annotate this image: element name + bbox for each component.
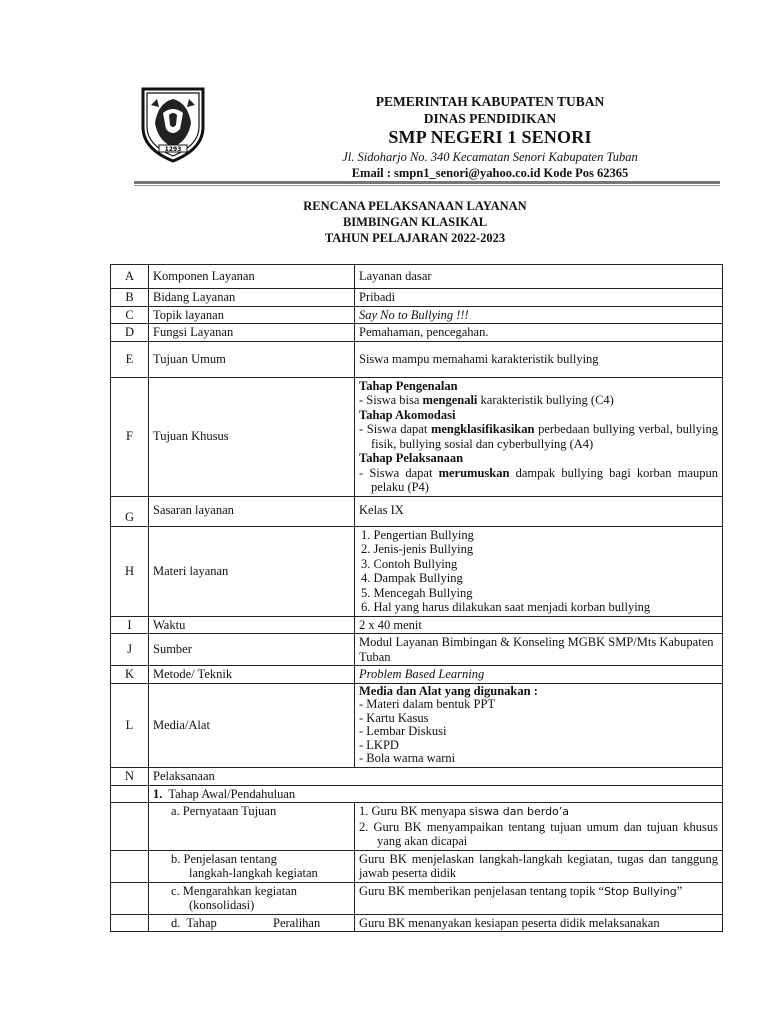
objective-item: - Siswa bisa mengenali karakteristik bullying (C4) [359, 393, 614, 407]
empty-cell [111, 803, 149, 851]
table-row [111, 768, 723, 786]
tuban-crest-logo [133, 83, 213, 163]
table-row [111, 496, 723, 526]
row-label: Metode/ Teknik [149, 666, 355, 684]
row-value: Siswa mampu memahami karakteristik bullying [355, 341, 723, 377]
table-row [111, 882, 723, 914]
row-label: Tujuan Khusus [149, 377, 355, 496]
empty-cell [111, 882, 149, 914]
step-item: 2. Guru BK menyampaikan tentang tujuan umum dan tujuan khusus yang akan dicapai [359, 819, 718, 849]
table-row [111, 306, 723, 324]
header-line-1: PEMERINTAH KABUPATEN TUBAN [375, 94, 605, 109]
list-item: - Materi dalam bentuk PPT [359, 697, 496, 712]
doc-title-3: TAHUN PELAJARAN 2022-2023 [324, 231, 506, 245]
objective-item: - Siswa dapat merumuskan dampak bullying bagi korban maupun pelaku (P4) [359, 465, 718, 494]
stage-heading: Tahap Pengenalan [359, 378, 458, 393]
table-row [111, 289, 723, 307]
step-label: d. Tahap Peralihan [149, 914, 355, 932]
row-code: K [111, 666, 149, 684]
materi-list [355, 526, 723, 616]
table-row [111, 634, 723, 666]
row-label: Fungsi Layanan [149, 324, 355, 342]
table-row [111, 324, 723, 342]
empty-cell [111, 785, 149, 803]
row-code: I [111, 616, 149, 634]
table-row [111, 377, 723, 496]
row-code: N [111, 768, 149, 786]
row-value: Problem Based Learning [355, 666, 723, 684]
logo-year-text: 1293 [164, 146, 182, 153]
list-item: 6. Hal yang harus dilakukan saat menjadi korban bullying [361, 600, 651, 614]
step-value: Guru BK memberikan penjelasan tentang topik “Stop Bullying” [355, 882, 723, 914]
list-item: - Lembar Diskusi [359, 724, 447, 739]
list-item: 1. Pengertian Bullying [361, 527, 474, 542]
row-value: Layanan dasar [355, 265, 723, 289]
row-label: Waktu [149, 616, 355, 634]
row-label: Tujuan Umum [149, 341, 355, 377]
row-code: F [111, 377, 149, 496]
step-label: b. Penjelasan tentang langkah-langkah kegiatan [149, 850, 355, 882]
row-code: G [111, 496, 149, 526]
table-row [111, 666, 723, 684]
list-item: 4. Dampak Bullying [361, 571, 463, 585]
row-code: B [111, 289, 149, 307]
step-label: c. Mengarahkan kegiatan (konsolidasi) [149, 882, 355, 914]
rpl-table [110, 264, 723, 932]
media-list [355, 683, 723, 768]
row-value: Pribadi [355, 289, 723, 307]
letterhead-divider [134, 181, 720, 184]
row-code: D [111, 324, 149, 342]
school-email: Email : smpn1_senori@yahoo.co.id Kode Pos 62365 [351, 166, 629, 180]
row-value: Say No to Bullying !!! [355, 306, 723, 324]
row-value: 2 x 40 menit [355, 616, 723, 634]
row-code: A [111, 265, 149, 289]
empty-cell [111, 850, 149, 882]
list-item: 5. Mencegah Bullying [361, 585, 473, 600]
row-code: E [111, 341, 149, 377]
media-heading: Media dan Alat yang digunakan : [359, 683, 538, 698]
stage-title: 1. Tahap Awal/Pendahuluan [149, 785, 723, 803]
row-label: Topik layanan [149, 306, 355, 324]
row-label: Komponen Layanan [149, 265, 355, 289]
tujuan-khusus-cell [355, 377, 723, 496]
step-label: a. Pernyataan Tujuan [149, 803, 355, 851]
table-row [111, 341, 723, 377]
table-row [111, 526, 723, 616]
table-row [111, 803, 723, 851]
doc-title-2: BIMBINGAN KLASIKAL [342, 215, 488, 229]
stage-heading: Tahap Akomodasi [359, 407, 456, 422]
table-row [111, 785, 723, 803]
row-code: J [111, 634, 149, 666]
objective-item: - Siswa dapat mengklasifikasikan perbedaan bullying verbal, bullying fisik, bullying sosial dan cyberbullying (A4) [359, 422, 718, 451]
row-code: L [111, 683, 149, 768]
section-label: Pelaksanaan [149, 768, 723, 786]
table-row [111, 850, 723, 882]
list-item: - LKPD [359, 737, 399, 752]
step-value [355, 803, 723, 851]
header-line-2: DINAS PENDIDIKAN [423, 111, 557, 126]
list-item: - Kartu Kasus [359, 710, 429, 725]
list-item: 3. Contoh Bullying [361, 556, 458, 571]
row-value: Modul Layanan Bimbingan & Konseling MGBK SMP/Mts Kabupaten Tuban [355, 634, 723, 666]
empty-cell [111, 914, 149, 932]
stage-heading: Tahap Pelaksanaan [359, 451, 464, 465]
table-row [111, 914, 723, 932]
list-item: 2. Jenis-jenis Bullying [361, 542, 474, 556]
doc-title-1: RENCANA PELAKSANAAN LAYANAN [303, 199, 527, 213]
table-row [111, 683, 723, 768]
step-item: 1. Guru BK menyapa siswa dan berdo’a [359, 804, 570, 819]
table-row [111, 616, 723, 634]
row-label: Sumber [149, 634, 355, 666]
step-value: Guru BK menjelaskan langkah-langkah kegiatan, tugas dan tanggung jawab peserta didik [355, 850, 723, 882]
row-label: Media/Alat [149, 683, 355, 768]
row-value: Pemahaman, pencegahan. [355, 324, 723, 342]
row-code: H [111, 526, 149, 616]
row-label: Sasaran layanan [149, 496, 355, 526]
step-value: Guru BK menanyakan kesiapan peserta didik melaksanakan [355, 914, 723, 932]
row-value: Kelas IX [355, 496, 723, 526]
row-label: Bidang Layanan [149, 289, 355, 307]
table-row [111, 265, 723, 289]
school-name: SMP NEGERI 1 SENORI [388, 127, 592, 147]
row-code: C [111, 306, 149, 324]
row-label: Materi layanan [149, 526, 355, 616]
school-address: Jl. Sidoharjo No. 340 Kecamatan Senori Kabupaten Tuban [342, 150, 638, 164]
letterhead-divider-thin [134, 185, 720, 186]
list-item: - Bola warna warni [359, 751, 456, 766]
